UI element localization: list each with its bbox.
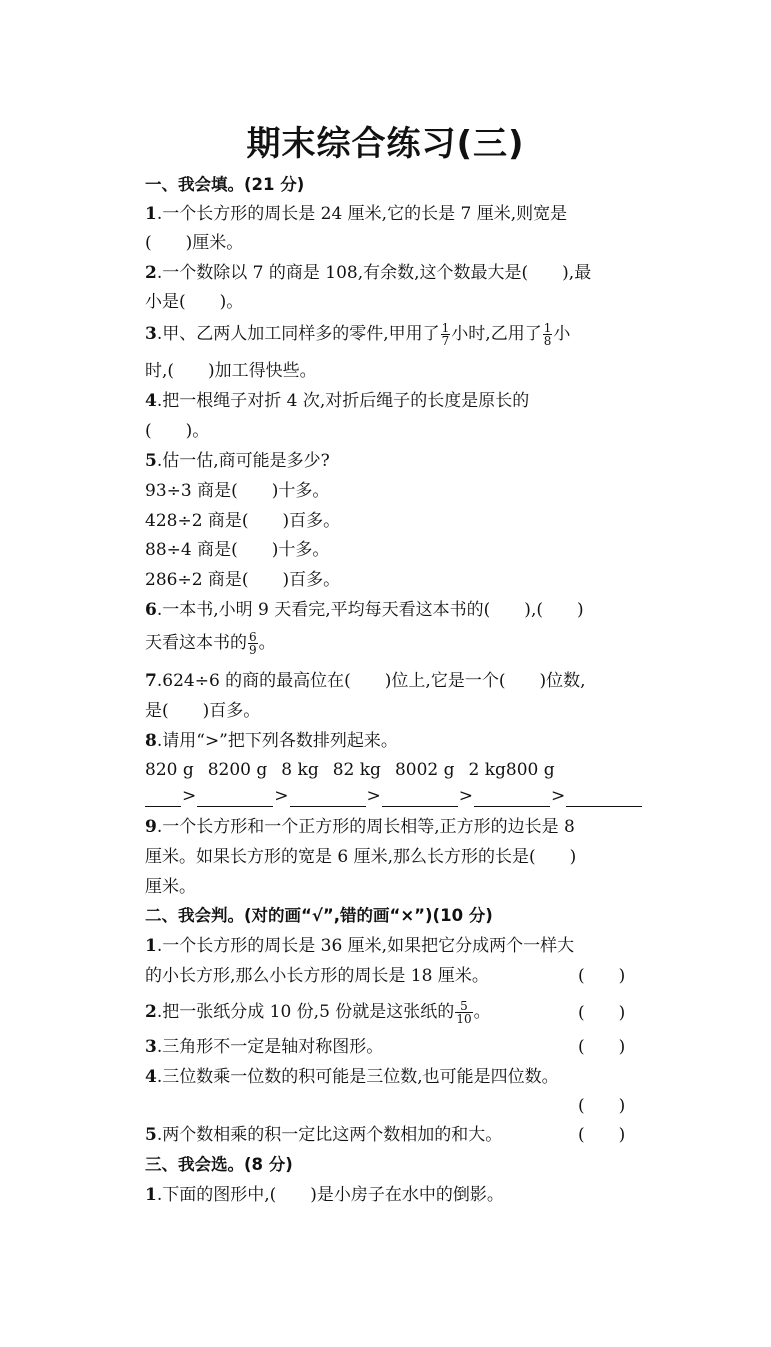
q2-1 [145,935,574,957]
judge-paren[interactable]: ( ) [578,1096,626,1116]
question-text: .请用“>”把下列各数排列起来。 [156,731,398,751]
q1-9 [145,816,575,838]
fraction-five-tenths: $\frac{5}{10}$ [456,999,472,1026]
q1-1-cont: ( )厘米。 [145,233,244,253]
question-number: 2 [145,1002,157,1022]
q2-4 [145,1066,559,1088]
values-row [145,759,555,781]
gt-sign: > [458,786,473,806]
question-number: 7 [145,671,157,691]
value: 82 kg [332,760,381,780]
answer-blank[interactable] [197,790,273,807]
question-number: 5 [145,451,157,471]
page-title: 期末综合练习(三) [246,124,525,164]
answer-blank[interactable] [382,790,458,807]
question-text: .下面的图形中,( )是小房子在水中的倒影。 [156,1185,504,1205]
gt-sign: > [366,786,381,806]
answer-blank[interactable] [290,790,366,807]
question-text: .一个长方形的周长是 24 厘米,它的长是 7 厘米,则宽是 [156,204,568,224]
question-number: 1 [145,204,157,224]
section3-heading: 三、我会选。(8 分) [145,1155,293,1174]
question-text: .一个长方形的周长是 36 厘米,如果把它分成两个一样大 [156,936,575,956]
q1-3-cont: 时,( )加工得快些。 [145,361,317,381]
section2-heading: 二、我会判。(对的画“√”,错的画“×”)(10 分) [145,906,493,925]
q1-5 [145,450,330,472]
q1-4-cont: ( )。 [145,421,210,441]
question-text: 天看这本书的 [145,633,247,653]
question-number: 5 [145,1125,157,1145]
q1-2 [145,262,591,284]
question-number: 1 [145,1185,157,1205]
q1-6 [145,599,584,621]
estimate-item: 88÷4 商是( )十多。 [145,540,330,560]
q2-3 [145,1036,383,1058]
gt-sign: > [551,786,566,806]
estimate-item: 428÷2 商是( )百多。 [145,511,341,531]
q1-4 [145,390,529,412]
question-number: 6 [145,600,157,620]
q1-9-cont2: 厘米。 [145,877,196,897]
judge-paren[interactable]: ( ) [578,1125,626,1145]
fraction-one-eighth: $\frac{1}{8}$ [543,321,552,348]
q1-7-cont: 是( )百多。 [145,701,261,721]
ordering-blanks [145,785,642,807]
judge-paren[interactable]: ( ) [578,1037,626,1057]
question-text: .把一张纸分成 10 份,5 份就是这张纸的 [156,1002,455,1022]
judge-paren[interactable]: ( ) [578,1003,626,1023]
question-text: .三位数乘一位数的积可能是三位数,也可能是四位数。 [156,1067,559,1087]
value: 2 kg800 g [468,760,555,780]
section1-heading: 一、我会填。(21 分) [145,175,305,194]
q2-5 [145,1124,502,1146]
question-text: .两个数相乘的积一定比这两个数相加的和大。 [156,1125,503,1145]
question-text: .624÷6 的商的最高位在( )位上,它是一个( )位数, [156,671,586,691]
q2-1-cont: 的小长方形,那么小长方形的周长是 18 厘米。 [145,966,489,986]
q1-6-cont [145,631,276,656]
q1-9-cont: 厘米。如果长方形的宽是 6 厘米,那么长方形的长是( ) [145,847,577,867]
q1-2-cont: 小是( )。 [145,292,244,312]
question-number: 1 [145,936,157,956]
question-number: 8 [145,731,157,751]
answer-blank[interactable] [145,790,181,807]
judge-paren[interactable]: ( ) [578,966,626,986]
question-text: .把一根绳子对折 4 次,对折后绳子的长度是原长的 [156,391,530,411]
q1-3 [145,322,570,347]
gt-sign: > [274,786,289,806]
value: 8002 g [394,760,455,780]
question-text: 小 [553,324,571,344]
question-text: 。 [473,1002,491,1022]
q1-8 [145,730,398,752]
fraction-six-ninths: $\frac{6}{9}$ [249,630,257,657]
question-number: 4 [145,1067,157,1087]
question-number: 4 [145,391,157,411]
question-text: .估一估,商可能是多少? [156,451,330,471]
question-number: 3 [145,324,157,344]
question-text: .一本书,小明 9 天看完,平均每天看这本书的( ),( ) [156,600,584,620]
question-text: 。 [258,633,276,653]
answer-blank[interactable] [474,790,550,807]
value: 8200 g [207,760,268,780]
estimate-item: 286÷2 商是( )百多。 [145,570,341,590]
gt-sign: > [182,786,197,806]
value: 8 kg [281,760,319,780]
q3-1 [145,1184,504,1206]
question-number: 2 [145,263,157,283]
estimate-item: 93÷3 商是( )十多。 [145,481,330,501]
fraction-one-seventh: $\frac{1}{7}$ [441,321,450,348]
question-text: .一个长方形和一个正方形的周长相等,正方形的边长是 8 [156,817,575,837]
value: 820 g [145,760,194,780]
q1-1 [145,203,567,225]
q2-2 [145,1000,491,1025]
question-number: 3 [145,1037,157,1057]
question-text: .三角形不一定是轴对称图形。 [156,1037,384,1057]
q1-7 [145,670,586,692]
question-text: .一个数除以 7 的商是 108,有余数,这个数最大是( ),最 [156,263,592,283]
question-number: 9 [145,817,157,837]
question-text: 小时,乙用了 [451,324,542,344]
question-text: .甲、乙两人加工同样多的零件,甲用了 [156,324,440,344]
answer-blank[interactable] [566,790,642,807]
